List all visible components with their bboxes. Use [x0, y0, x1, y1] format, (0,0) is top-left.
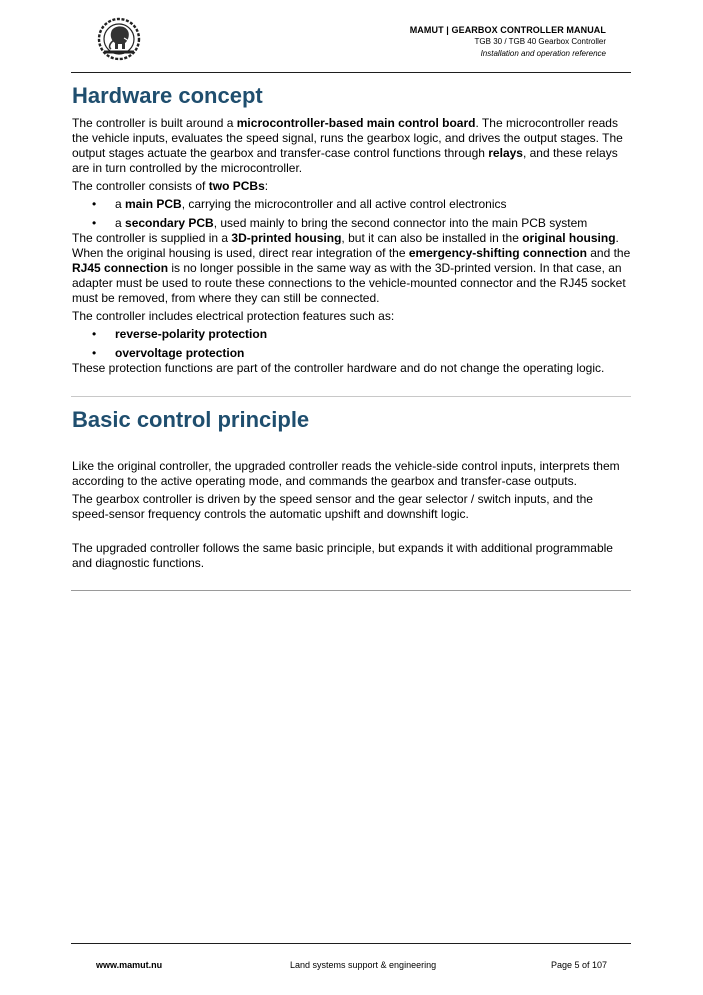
- text: , carrying the microcontroller and all active control electronics: [181, 197, 507, 211]
- bold-text: original housing: [522, 231, 616, 245]
- mamut-mammoth-logo-icon: [94, 16, 146, 62]
- text: The controller consists of: [72, 179, 209, 193]
- paragraph: The controller includes electrical protection features such as:: [72, 309, 395, 323]
- text: , and these relays are in turn controlled by the microcontroller.: [72, 146, 618, 175]
- list-item: [72, 346, 632, 361]
- paragraph: [72, 231, 632, 306]
- paragraph: [72, 116, 632, 176]
- header-divider: [71, 72, 631, 73]
- section-divider: [71, 590, 631, 591]
- bullet-icon: •: [92, 346, 97, 360]
- list-item: [72, 216, 632, 231]
- section-heading-hardware: Hardware concept: [72, 83, 263, 108]
- footer-tagline: Land systems support & engineering: [290, 960, 437, 970]
- bold-text: two PCBs: [208, 179, 265, 193]
- section-control-body: [72, 459, 632, 574]
- text: is no longer possible in the same way as with the 3D-printed version. In that case, an adapter must be used to route these connections to the vehicle-mounted connector and the RJ45 socket must be removed, from where they can still be connected.: [72, 261, 626, 305]
- bold-text: secondary PCB: [125, 216, 214, 230]
- section-divider: [71, 396, 631, 397]
- section-heading-control: Basic control principle: [72, 407, 310, 432]
- text: , but it can also be installed in the: [341, 231, 523, 245]
- page-number: Page 5 of 107: [551, 960, 608, 970]
- bold-text: reverse-polarity protection: [115, 327, 268, 341]
- bullet-icon: •: [92, 327, 97, 341]
- text: a: [115, 216, 126, 230]
- text: The controller is supplied in a: [72, 231, 232, 245]
- text: , used mainly to bring the second connector into the main PCB system: [213, 216, 588, 230]
- mamut-logo: [94, 16, 146, 62]
- text: . The microcontroller reads the vehicle inputs, evaluates the speed signal, runs the gearbox logic, and drives the output stages. The output stages actuate the gearbox and transfer-case control functions through: [72, 116, 623, 160]
- protection-list: [72, 327, 632, 361]
- bold-text: RJ45 connection: [72, 261, 169, 275]
- bold-text: microcontroller-based main control board: [236, 116, 476, 130]
- spacer: [72, 525, 632, 541]
- text: The controller is built around a: [72, 116, 237, 130]
- paragraph: [72, 179, 632, 194]
- paragraph: The upgraded controller follows the same basic principle, but expands it with additional programmable and diagnostic functions.: [72, 541, 613, 570]
- footer-divider: [71, 943, 631, 944]
- paragraph: These protection functions are part of the controller hardware and do not change the operating logic.: [72, 361, 605, 375]
- bold-text: relays: [488, 146, 523, 160]
- bold-text: emergency-shifting connection: [408, 246, 587, 260]
- text: :: [264, 179, 269, 193]
- bold-text: main PCB: [125, 197, 182, 211]
- bold-text: 3D-printed housing: [231, 231, 342, 245]
- list-item: [72, 197, 632, 212]
- text: and the: [586, 246, 631, 260]
- section-hardware-body: [72, 116, 632, 379]
- manual-note: Installation and operation reference: [480, 49, 606, 58]
- footer-website-link[interactable]: www.mamut.nu: [96, 960, 163, 970]
- manual-subtitle: TGB 30 / TGB 40 Gearbox Controller: [474, 37, 606, 46]
- text: . When the original housing is used, direct rear integration of the: [72, 231, 619, 260]
- bullet-icon: •: [92, 197, 97, 211]
- pcb-list: [72, 197, 632, 231]
- paragraph: Like the original controller, the upgraded controller reads the vehicle-side control inputs, interprets them according to the active operating mode, and commands the gearbox and transfer-case outputs.: [72, 459, 620, 488]
- text: a: [115, 197, 126, 211]
- list-item: [72, 327, 632, 342]
- paragraph: The gearbox controller is driven by the speed sensor and the gear selector / switch inputs, and the speed-sensor frequency controls the automatic upshift and downshift logic.: [72, 492, 593, 521]
- bold-text: overvoltage protection: [115, 346, 245, 360]
- bullet-icon: •: [92, 216, 97, 230]
- page-header: [410, 24, 606, 60]
- manual-title: MAMUT | GEARBOX CONTROLLER MANUAL: [409, 25, 606, 35]
